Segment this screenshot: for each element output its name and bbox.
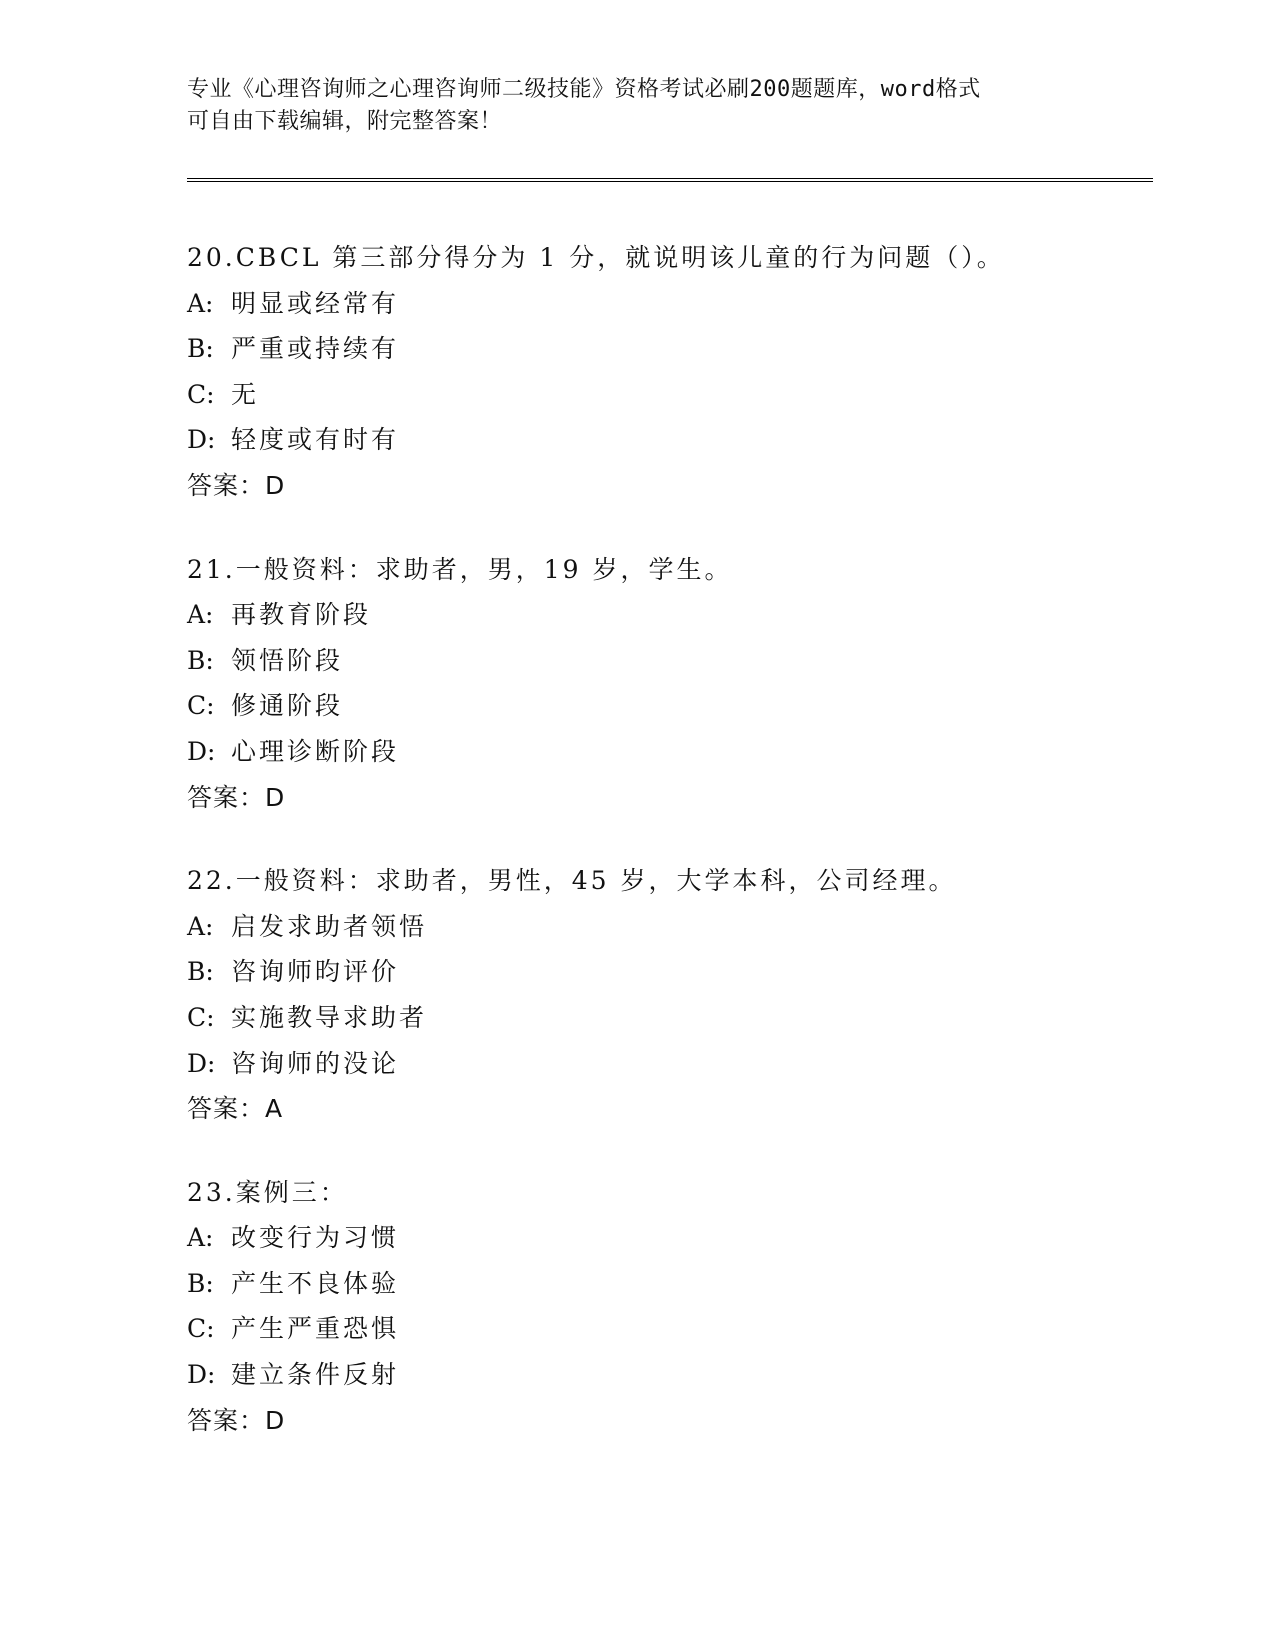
option-text: 产生不良体验 — [231, 1268, 400, 1298]
header-line-2: 可自由下载编辑，附完整答案！ — [187, 109, 503, 134]
option-label: C: — [187, 691, 215, 721]
option-label: B: — [187, 645, 214, 675]
option-label: C: — [187, 1314, 215, 1344]
answer: 答案：D — [187, 782, 286, 812]
option-label: A: — [187, 911, 214, 941]
option-text: 建立条件反射 — [231, 1360, 400, 1390]
option-d — [187, 1352, 1153, 1398]
option-text: 咨询师昀评价 — [231, 957, 400, 987]
option-text: 明显或经常有 — [231, 288, 400, 318]
option-label: D: — [187, 1360, 216, 1390]
option-label: B: — [187, 1268, 214, 1298]
option-c — [187, 683, 1153, 729]
option-a — [187, 592, 1153, 638]
option-label: C: — [187, 1002, 215, 1032]
option-label: D: — [187, 1048, 216, 1078]
option-text: 修通阶段 — [231, 691, 344, 721]
question-stem: 21.一般资料：求助者，男，19 岁，学生。 — [187, 554, 733, 584]
question-stem: 23.案例三： — [187, 1177, 348, 1207]
option-d — [187, 1041, 1153, 1087]
option-label: B: — [187, 334, 214, 364]
option-text: 轻度或有时有 — [231, 425, 400, 455]
answer: 答案：D — [187, 1405, 286, 1435]
option-a — [187, 1215, 1153, 1261]
option-label: A: — [187, 288, 214, 318]
option-text: 咨询师的没论 — [231, 1048, 400, 1078]
question-22 — [187, 858, 1153, 1132]
option-text: 改变行为习惯 — [231, 1223, 400, 1253]
option-c — [187, 372, 1153, 418]
question-21 — [187, 547, 1153, 821]
option-c — [187, 995, 1153, 1041]
question-23 — [187, 1170, 1153, 1444]
answer: 答案：D — [187, 470, 286, 500]
option-label: C: — [187, 379, 215, 409]
option-text: 领悟阶段 — [231, 645, 344, 675]
option-text: 实施教导求助者 — [231, 1002, 428, 1032]
option-text: 启发求助者领悟 — [231, 911, 428, 941]
header-double-rule — [187, 178, 1153, 182]
option-b — [187, 949, 1153, 995]
question-list — [187, 235, 1153, 1481]
option-text: 无 — [231, 379, 260, 409]
option-text: 再教育阶段 — [231, 600, 372, 630]
option-label: A: — [187, 1223, 214, 1253]
header-line-1: 专业《心理咨询师之心理咨询师二级技能》资格考试必刷200题题库，word格式 — [187, 77, 981, 102]
option-b — [187, 1261, 1153, 1307]
option-text: 严重或持续有 — [231, 334, 400, 364]
option-label: A: — [187, 600, 214, 630]
option-d — [187, 729, 1153, 775]
question-20 — [187, 235, 1153, 509]
option-label: D: — [187, 736, 216, 766]
option-b — [187, 638, 1153, 684]
question-stem: 20.CBCL 第三部分得分为 1 分，就说明该儿童的行为问题（）。 — [187, 243, 1005, 272]
option-text: 产生严重恐惧 — [231, 1314, 400, 1344]
option-b — [187, 326, 1153, 372]
option-label: D: — [187, 425, 216, 455]
option-a — [187, 281, 1153, 327]
page-header — [187, 74, 1087, 138]
option-label: B: — [187, 957, 214, 987]
question-stem: 22.一般资料：求助者，男性，45 岁，大学本科，公司经理。 — [187, 866, 957, 896]
option-c — [187, 1306, 1153, 1352]
option-d — [187, 417, 1153, 463]
option-text: 心理诊断阶段 — [231, 736, 400, 766]
option-a — [187, 904, 1153, 950]
answer: 答案：A — [187, 1094, 284, 1124]
